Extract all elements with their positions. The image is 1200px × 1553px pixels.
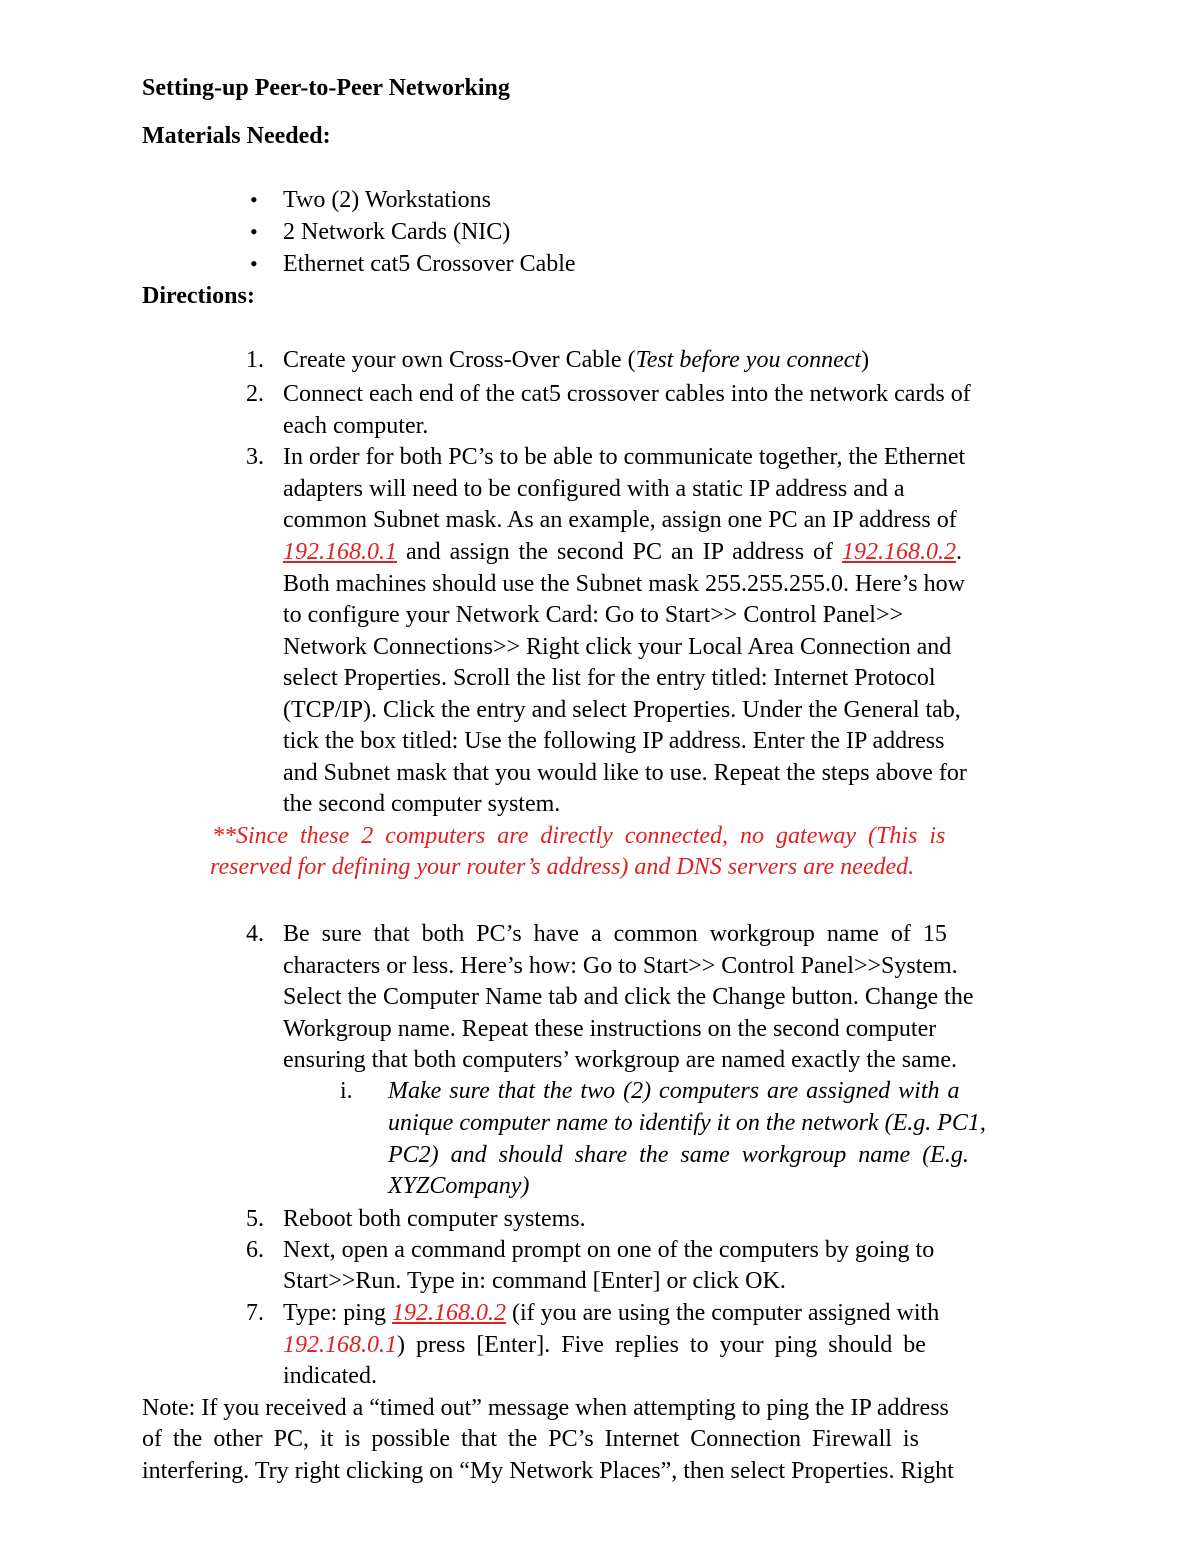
material-item-1: Two (2) Workstations [283, 187, 491, 213]
gateway-note-line: **Since these 2 computers are directly connected, no gateway (This is [212, 823, 946, 849]
page-title: Setting-up Peer-to-Peer Networking [142, 75, 510, 101]
step-7-line-3: indicated. [283, 1363, 377, 1389]
step-7-line-1: Type: ping 192.168.0.2 (if you are using the computer assigned with [283, 1300, 940, 1326]
step-3-ip-line: 192.168.0.1 and assign the second PC an IP address of 192.168.0.2. [283, 539, 963, 565]
step-number-7: 7. [246, 1300, 264, 1326]
ping-ip-address: 192.168.0.2 [391, 1300, 506, 1326]
list-item [250, 184, 258, 216]
step-3-line: adapters will need to be configured with a static IP address and a [283, 476, 905, 502]
step-3-line: Both machines should use the Subnet mask 255.255.255.0. Here’s how [283, 571, 965, 597]
firewall-note-line: of the other PC, it is possible that the PC’s Internet Connection Firewall is [142, 1426, 919, 1452]
material-item-2: 2 Network Cards (NIC) [283, 219, 511, 245]
step-3-line: Network Connections>> Right click your Local Area Connection and [283, 634, 952, 660]
step-number-6: 6. [246, 1237, 264, 1263]
step-6-line-2: Start>>Run. Type in: command [Enter] or click OK. [283, 1268, 786, 1294]
list-item [250, 216, 258, 248]
step-1: Create your own Cross-Over Cable (Test before you connect) [283, 347, 870, 373]
step-7-line-2: 192.168.0.1) press [Enter]. Five replies to your ping should be [283, 1332, 926, 1358]
step-3-line: select Properties. Scroll the list for the entry titled: Internet Protocol [283, 665, 936, 691]
substep-number-i: i. [340, 1078, 353, 1104]
step-3-line: common Subnet mask. As an example, assign one PC an IP address of [283, 507, 957, 533]
step-3-line: tick the box titled: Use the following IP address. Enter the IP address [283, 728, 945, 754]
step-4-line: ensuring that both computers’ workgroup are named exactly the same. [283, 1047, 958, 1073]
step-3-line: In order for both PC’s to be able to communicate together, the Ethernet [283, 444, 966, 470]
step-4-line: characters or less. Here’s how: Go to Start>> Control Panel>>System. [283, 953, 958, 979]
list-item [250, 248, 258, 280]
firewall-note-line: interfering. Try right clicking on “My Network Places”, then select Properties. Right [142, 1458, 954, 1484]
step-number-4: 4. [246, 921, 264, 947]
directions-heading: Directions: [142, 283, 255, 309]
bullet-icon: • [250, 219, 258, 244]
step-4-line: Be sure that both PC’s have a common workgroup name of 15 [283, 921, 947, 947]
step-4-line: Workgroup name. Repeat these instructions on the second computer [283, 1016, 937, 1042]
ip-address-pc1: 192.168.0.1 [283, 539, 397, 565]
material-item-3: Ethernet cat5 Crossover Cable [283, 251, 576, 277]
source-ip-address: 192.168.0.1 [283, 1332, 397, 1358]
gateway-note-line: reserved for defining your router’s address) and DNS servers are needed. [210, 854, 915, 880]
materials-heading: Materials Needed: [142, 123, 331, 149]
substep-line: PC2) and should share the same workgroup name (E.g. [388, 1142, 969, 1168]
step-6-line-1: Next, open a command prompt on one of the computers by going to [283, 1237, 935, 1263]
step-number-1: 1. [246, 347, 264, 373]
step-3-line: and Subnet mask that you would like to use. Repeat the steps above for [283, 760, 967, 786]
substep-line: Make sure that the two (2) computers are assigned with a [388, 1078, 960, 1104]
step-number-5: 5. [246, 1206, 264, 1232]
step-3-line: the second computer system. [283, 791, 561, 817]
firewall-note-line: Note: If you received a “timed out” message when attempting to ping the IP address [142, 1395, 949, 1421]
step-number-3: 3. [246, 444, 264, 470]
substep-line: unique computer name to identify it on the network (E.g. PC1, [388, 1110, 986, 1136]
bullet-icon: • [250, 187, 258, 212]
step-5: Reboot both computer systems. [283, 1206, 586, 1232]
step-3-line: (TCP/IP). Click the entry and select Properties. Under the General tab, [283, 697, 961, 723]
step-4-line: Select the Computer Name tab and click the Change button. Change the [283, 984, 974, 1010]
step-1-italic: Test before you connect [635, 347, 862, 373]
step-2-line-1: Connect each end of the cat5 crossover cables into the network cards of [283, 381, 971, 407]
bullet-icon: • [250, 251, 258, 276]
step-3-line: to configure your Network Card: Go to Start>> Control Panel>> [283, 602, 904, 628]
step-2-line-2: each computer. [283, 413, 429, 439]
ip-address-pc2: 192.168.0.2 [842, 539, 957, 565]
step-number-2: 2. [246, 381, 264, 407]
substep-line: XYZCompany) [388, 1173, 530, 1199]
